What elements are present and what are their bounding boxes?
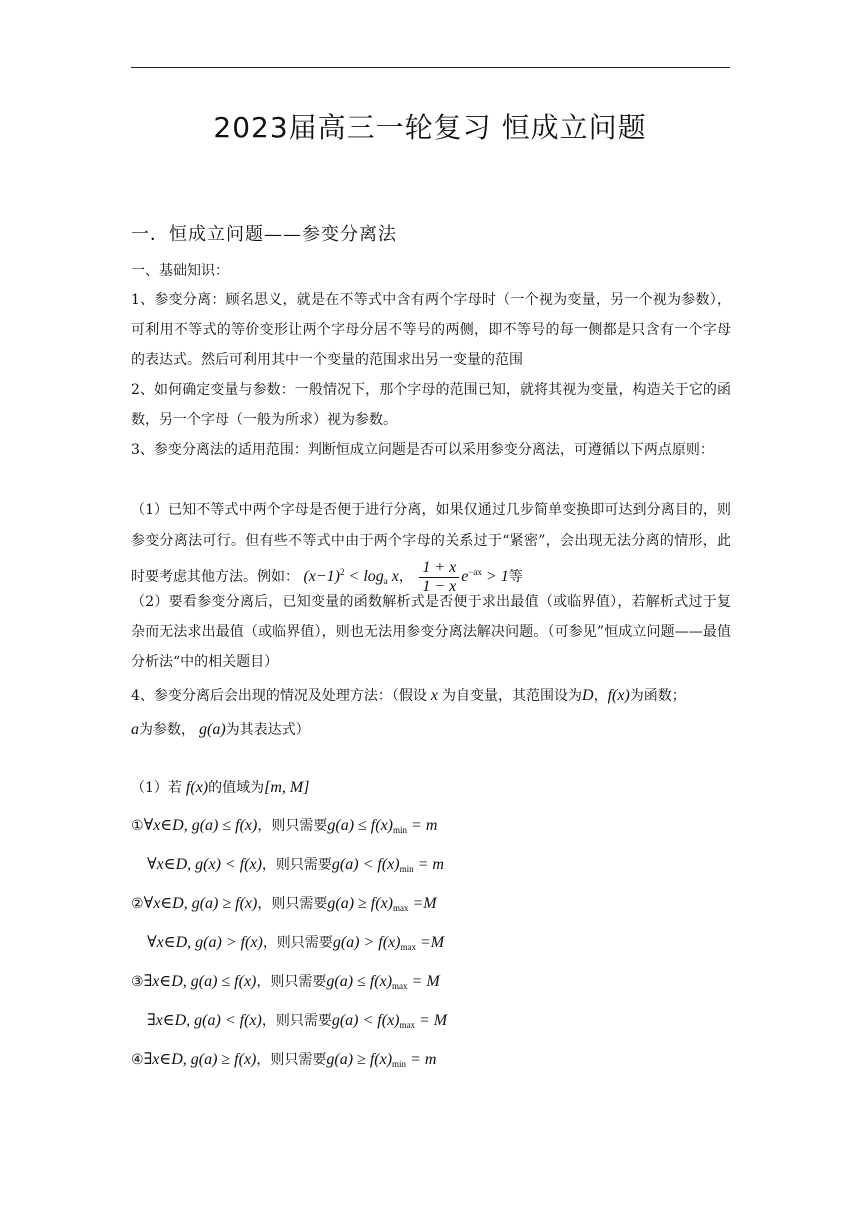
basics-heading: 一、基础知识： [131, 263, 229, 279]
p4-text-b: 为自变量，其范围设为 [442, 688, 583, 704]
rule-2b-then: ，则只需要 [262, 935, 333, 951]
rule-1b-result: $g(a) < f(x)_{min} = m$ [331, 856, 444, 874]
rule-2a [131, 893, 437, 913]
rule-2b [147, 932, 444, 952]
rule-3a [131, 971, 440, 991]
rule-2a-cond: ∀x∈D, g(a) ≥ f(x) [143, 895, 258, 912]
paragraph-3-2: （2）要看参变分离后，已知变量的函数解析式是否便于求出最值（或临界值），若解析式过于复杂而无法求出最值（或临界值），则也无法用参变分离法解决问题。（可参见”恒成立问题——最值分析法“中的相关题目） [131, 594, 731, 670]
case-1 [131, 777, 309, 797]
p4-text-e: 为参数， [139, 722, 195, 738]
rule-1a-then: ，则只需要 [257, 818, 328, 834]
example-tail: 等 [508, 569, 523, 585]
circle-3: ③ [131, 974, 144, 990]
rule-4a-result: $g(a) \ge f(x)_{min} = m$ [326, 1051, 437, 1069]
section-heading: 一．恒成立问题——参变分离法 [131, 224, 397, 245]
rule-3b [147, 1010, 447, 1030]
page-title: 2023届高三一轮复习 恒成立问题 [213, 111, 647, 144]
domain-D: D [582, 687, 594, 704]
p4-text-c: ， [593, 688, 608, 704]
rule-2b-cond: ∀x∈D, g(a) > f(x) [147, 934, 263, 951]
case1-f: f(x) [181, 779, 209, 796]
p4-text-a: 4、参变分离后会出现的情况及处理方法：（假设 [131, 688, 427, 704]
case1-text-a: （1）若 [131, 780, 182, 796]
rule-3b-cond: ∃x∈D, g(a) < f(x) [147, 1012, 262, 1029]
function-g: g(a) [195, 721, 226, 738]
range-mM: [m, M] [264, 779, 310, 796]
paragraph-3: 3、参变分离法的适用范围：判断恒成立问题是否可以采用参变分离法，可遵循以下两点原则： [131, 442, 714, 458]
paragraph-2: 2、如何确定变量与参数：一般情况下，那个字母的范围已知，就将其视为变量，构造关于它的函数，另一个字母（一般为所求）视为参数。 [131, 382, 731, 428]
rule-1a-cond: ∀x∈D, g(a) ≤ f(x) [143, 817, 258, 834]
paragraph-4 [131, 679, 731, 747]
p4-text-d: 为函数； [629, 688, 686, 704]
rule-2a-then: ，则只需要 [257, 896, 328, 912]
paragraph-3-1-text: （1）已知不等式中两个字母是否便于进行分离，如果仅通过几步简单变换即可达到分离目的，则参变分离法可行。但有些不等式中由于两个字母的关系过于“紧密”，会出现无法分离的情形，此时要考虑其他方法。例如： [131, 502, 731, 585]
paragraph-1: 1、参变分离：顾名思义，就是在不等式中含有两个字母时（一个视为变量，另一个视为参数），可利用不等式的等价变形让两个字母分居不等号的两侧，即不等号的每一侧都是只含有一个字母的表达式。然后可利用其中一个变量的范围求出另一变量的范围 [131, 292, 731, 368]
example-separator: ， [398, 569, 413, 585]
rule-4a-cond: ∃x∈D, g(a) ≥ f(x) [143, 1051, 257, 1068]
rule-1b-then: ，则只需要 [261, 857, 332, 873]
example-formula-1: $(x-1)^2 < \log_a x$ [303, 567, 399, 586]
header-rule [131, 67, 730, 68]
rule-3b-then: ，则只需要 [261, 1013, 332, 1029]
example-formula-2: $\frac{1 + x}{1 - x}$ $e^{-ax} > 1$ [417, 568, 508, 585]
rule-2a-result: $g(a) \ge f(x)_{max} =M$ [327, 895, 437, 913]
case1-text-b: 的值域为 [208, 780, 265, 796]
p4-text-f: 为其表达式） [225, 722, 310, 738]
circle-2: ② [131, 896, 144, 912]
rule-3a-then: ，则只需要 [256, 974, 327, 990]
function-f: f(x) [607, 687, 630, 704]
rule-1a-result: $g(a) \le f(x)_{min} = m$ [327, 817, 438, 835]
rule-3b-result: $g(a) < f(x)_{max} = M$ [331, 1012, 448, 1030]
rule-4a [131, 1049, 436, 1069]
rule-4a-then: ，则只需要 [256, 1052, 327, 1068]
rule-2b-result: $g(a) > f(x)_{max} =M$ [332, 934, 445, 952]
var-x: x [426, 687, 443, 704]
rule-3a-cond: ∃x∈D, g(a) ≤ f(x) [143, 973, 257, 990]
param-a: a [131, 721, 139, 738]
circle-4: ④ [131, 1052, 144, 1068]
circle-1: ① [131, 818, 144, 834]
rule-1b-cond: ∀x∈D, g(x) < f(x) [147, 856, 262, 873]
paragraph-3-1 [131, 495, 731, 597]
rule-3a-result: $g(a) \le f(x)_{max} = M$ [326, 973, 440, 991]
rule-1a [131, 815, 437, 835]
rule-1b [147, 854, 444, 874]
